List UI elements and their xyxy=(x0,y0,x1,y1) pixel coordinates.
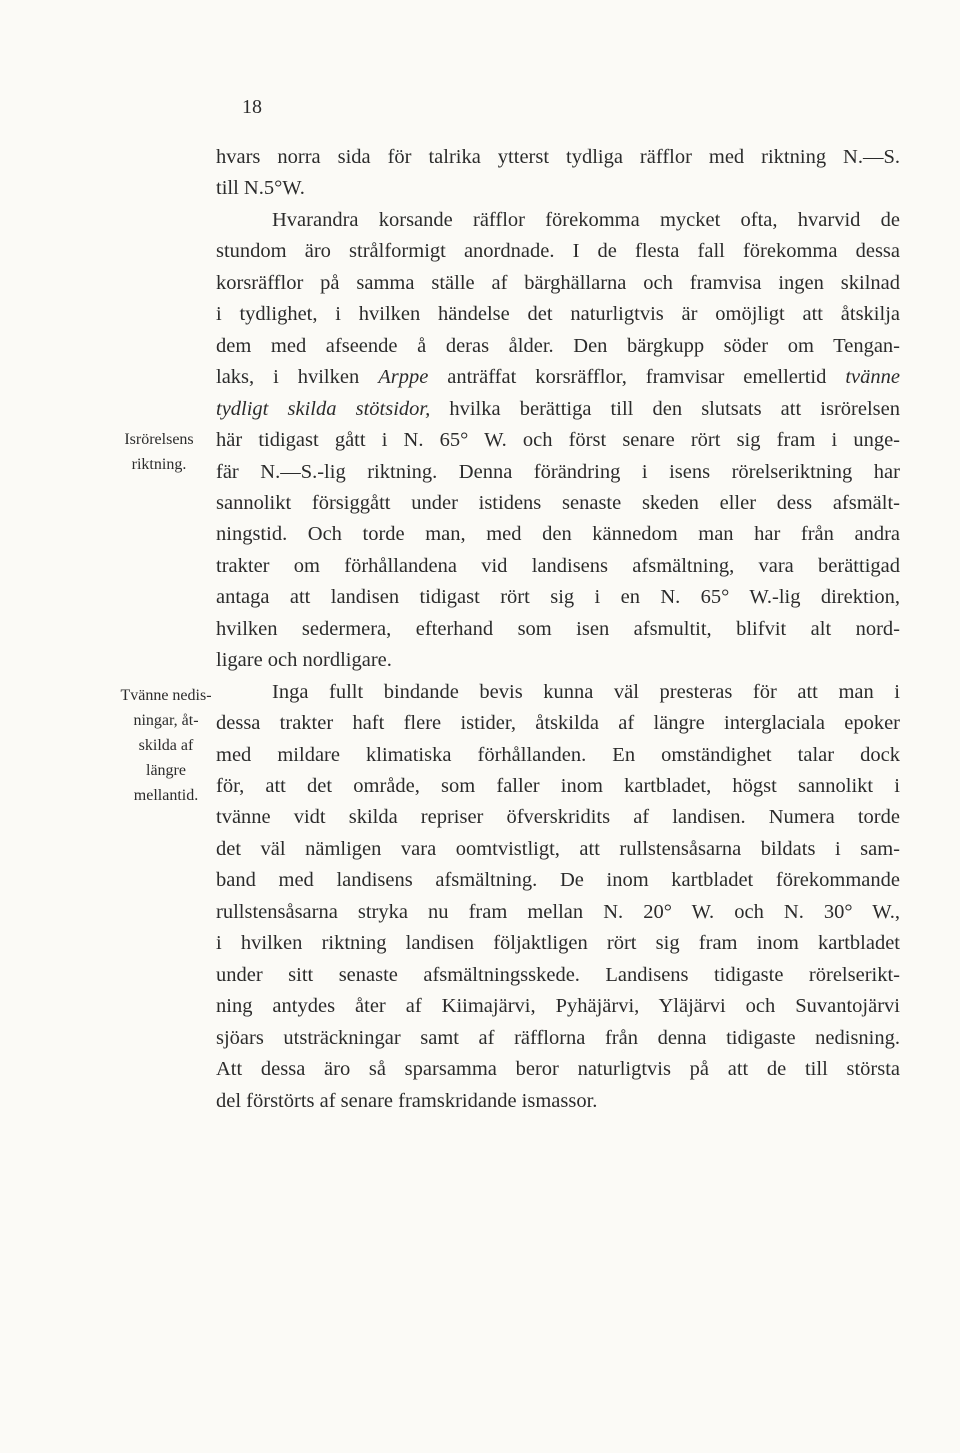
text-segment: korsräfflor på samma ställe af bärghällarna och framvisa ingen skilnad xyxy=(216,271,900,294)
text-line xyxy=(216,614,900,645)
text-segment: dem med afseende å deras ålder. Den bärgkupp söder om Tengan- xyxy=(216,334,900,357)
text-segment: Hvarandra korsande räfflor förekomma mycket ofta, hvarvid de xyxy=(272,208,900,231)
text-line xyxy=(216,488,900,519)
text-segment: rullstensåsarna stryka nu fram mellan N. 20° W. och N. 30° W., xyxy=(216,900,900,923)
text-line xyxy=(216,645,900,676)
text-line xyxy=(216,551,900,582)
text-line xyxy=(216,394,900,425)
text-segment: del förstörts af senare framskridande ismassor. xyxy=(216,1089,598,1112)
text-segment: hvilka berättiga till den slutsats att isrörelsen xyxy=(430,397,900,420)
text-line xyxy=(216,173,900,204)
text-line xyxy=(216,519,900,550)
text-line xyxy=(216,1023,900,1054)
margin-note-line: skilda af xyxy=(138,737,194,754)
margin-note-line: mellantid. xyxy=(133,787,199,804)
text-segment: hvilken sedermera, efterhand som isen afsmultit, blifvit alt nord- xyxy=(216,617,900,640)
text-segment: till N.5°W. xyxy=(216,177,305,200)
text-line xyxy=(216,299,900,330)
text-line xyxy=(216,362,900,393)
text-segment: band med landisens afsmältning. De inom kartbladet förekommande xyxy=(216,869,900,892)
italic-text: tvänne xyxy=(845,366,900,389)
text-line xyxy=(272,677,900,708)
margin-note-line: Isrörelsens xyxy=(124,431,194,448)
text-line xyxy=(216,834,900,865)
text-segment: för, att det område, som faller inom kartbladet, högst sannolikt i xyxy=(216,775,900,797)
text-line xyxy=(216,236,900,267)
italic-text: tydligt skilda stötsidor, xyxy=(216,397,431,420)
text-line xyxy=(216,708,900,739)
text-segment: ning antydes åter af Kiimajärvi, Pyhäjärvi, Yläjärvi och Suvantojärvi xyxy=(216,995,900,1018)
text-segment: Inga fullt bindande bevis kunna väl presteras för att man i xyxy=(272,680,900,703)
text-segment: laks, i hvilken xyxy=(216,366,379,389)
margin-note-line: ningar, åt- xyxy=(133,712,199,729)
italic-text: Arppe xyxy=(378,366,429,389)
margin-note-line: Tvänne nedis- xyxy=(120,687,212,704)
text-segment: fär N.—S.-lig riktning. Denna förändring i isens rörelseriktning har xyxy=(216,460,900,483)
text-line xyxy=(216,771,900,802)
text-line xyxy=(216,457,900,488)
text-segment: det väl nämligen vara oomtvistligt, att rullstensåsarna bildats i sam- xyxy=(216,837,900,860)
text-segment: hvars norra sida för talrika ytterst tydliga räfflor med riktning N.—S. xyxy=(216,146,900,168)
text-line xyxy=(216,582,900,613)
text-segment: Att dessa äro så sparsamma beror naturligtvis på att de till största xyxy=(216,1058,900,1081)
text-line xyxy=(216,897,900,928)
text-segment: ningstid. Och torde man, med den kännedom man har från andra xyxy=(216,523,900,546)
text-line xyxy=(216,865,900,896)
text-segment: ligare och nordligare. xyxy=(216,649,392,672)
text-segment: i tydlighet, i hvilken händelse det naturligtvis är omöjligt att åtskilja xyxy=(216,303,900,326)
text-line xyxy=(216,331,900,362)
text-segment: sjöars utsträckningar samt af räfflorna från denna tidigaste nedisning. xyxy=(216,1026,900,1049)
text-line xyxy=(216,960,900,991)
text-segment: i hvilken riktning landisen följaktligen rört sig fram inom kartbladet xyxy=(216,932,900,955)
text-segment: under sitt senaste afsmältningsskede. Landisens tidigaste rörelserikt- xyxy=(216,963,900,986)
text-segment: stundom äro strålformigt anordnade. I de flesta fall förekomma dessa xyxy=(216,240,900,263)
text-line xyxy=(216,268,900,299)
text-line xyxy=(216,1054,900,1085)
text-segment: antaga att landisen tidigast rört sig i en N. 65° W.-lig direktion, xyxy=(216,586,900,609)
margin-note-two-glaciations xyxy=(104,683,228,808)
text-segment: anträffat korsräfflor, framvisar emellertid xyxy=(428,366,846,389)
text-segment: sannolikt försiggått under istidens senaste skeden eller dess afsmält- xyxy=(216,491,900,514)
margin-note-line: riktning. xyxy=(131,456,187,473)
text-segment: tvänne vidt skilda repriser öfverskridits af landisen. Numera torde xyxy=(216,806,900,829)
text-line xyxy=(216,928,900,959)
text-segment: trakter om förhållandena vid landisens afsmältning, vara berättigad xyxy=(216,554,900,577)
text-segment: med mildare klimatiska förhållanden. En omständighet talar dock xyxy=(216,743,900,766)
text-line xyxy=(216,425,900,456)
margin-note-line: längre xyxy=(146,762,186,779)
text-line xyxy=(216,802,900,833)
page-number: 18 xyxy=(242,96,262,118)
text-line xyxy=(216,740,900,771)
text-line xyxy=(272,205,900,236)
margin-note-ice-movement xyxy=(104,427,214,477)
text-line xyxy=(216,1086,900,1117)
text-line xyxy=(216,142,900,173)
text-line xyxy=(216,991,900,1022)
text-segment: här tidigast gått i N. 65° W. och först senare rört sig fram i unge- xyxy=(216,429,900,452)
text-segment: dessa trakter haft flere istider, åtskilda af längre interglaciala epoker xyxy=(216,712,900,735)
